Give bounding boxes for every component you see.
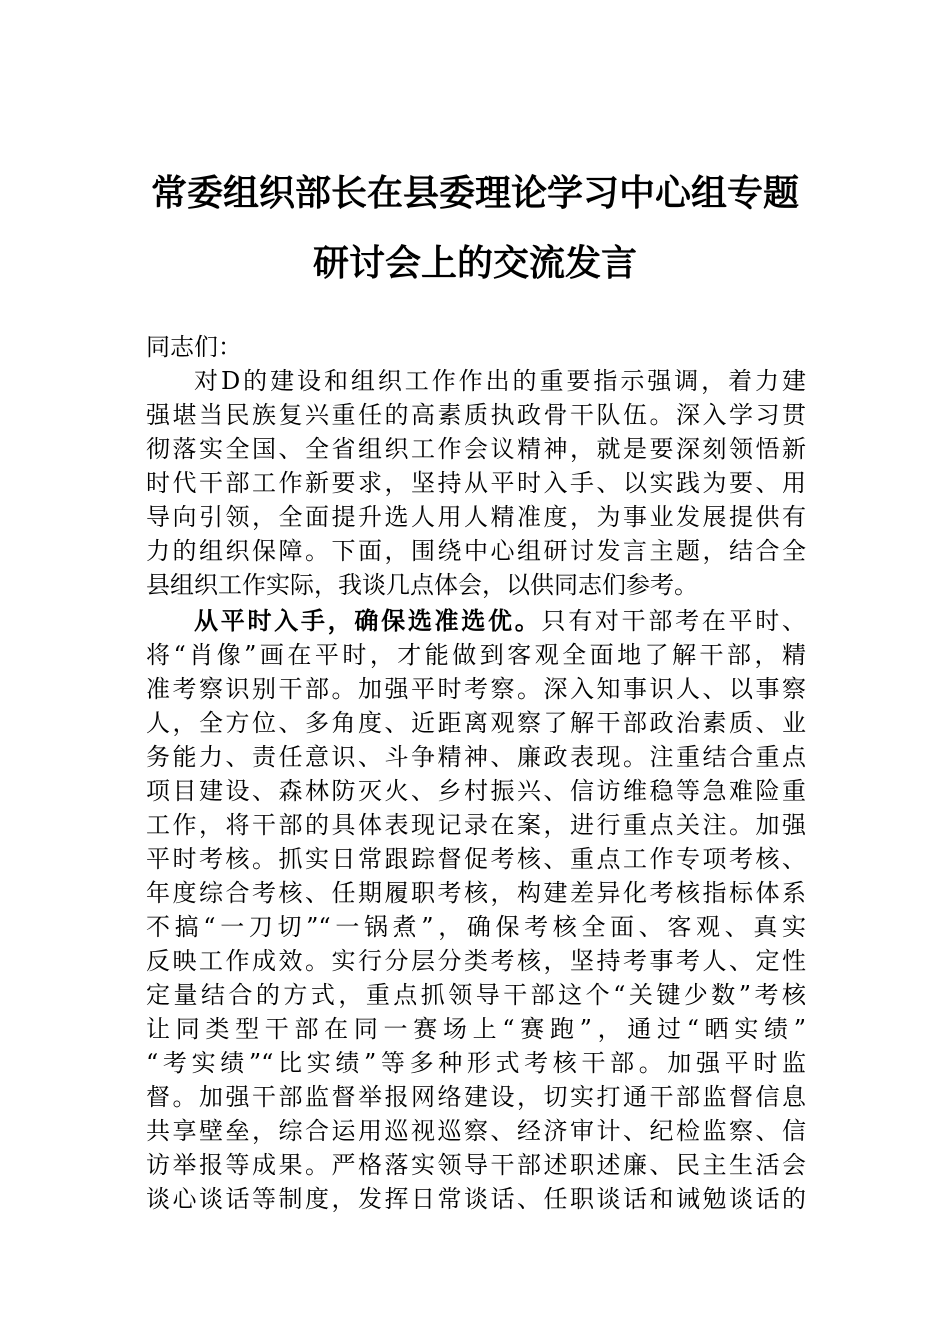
- paragraph-2-line: 督。加强干部监督举报网络建设，切实打通干部监督信息: [146, 1083, 806, 1111]
- paragraph-2-line: 工作，将干部的具体表现记录在案，进行重点关注。加强: [146, 811, 806, 839]
- paragraph-1-line: 彻落实全国、全省组织工作会议精神，就是要深刻领悟新: [146, 435, 806, 463]
- paragraph-2-line: 定量结合的方式，重点抓领导干部这个“关键少数”考核: [146, 981, 806, 1009]
- paragraph-1-line: 县组织工作实际，我谈几点体会，以供同志们参考。: [146, 571, 698, 599]
- paragraph-1-line: 对D的建设和组织工作作出的重要指示强调，着力建: [194, 367, 806, 395]
- paragraph-2-line: 人，全方位、多角度、近距离观察了解干部政治素质、业: [146, 709, 806, 737]
- paragraph-2-line: “考实绩”“比实绩”等多种形式考核干部。加强平时监: [146, 1049, 806, 1077]
- document-title: [100, 158, 850, 298]
- title-line-2: 研讨会上的交流发言: [312, 242, 637, 284]
- paragraph-2-line: 将“肖像”画在平时，才能做到客观全面地了解干部，精: [146, 641, 806, 669]
- paragraph-2-line: 项目建设、森林防灭火、乡村振兴、信访维稳等急难险重: [146, 777, 806, 805]
- paragraph-2-line: 准考察识别干部。加强平时考察。深入知事识人、以事察: [146, 675, 806, 703]
- paragraph-1-line: 时代干部工作新要求，坚持从平时入手、以实践为要、用: [146, 469, 806, 497]
- paragraph-1-line: 导向引领，全面提升选人用人精准度，为事业发展提供有: [146, 503, 806, 531]
- paragraph-2-line: 反映工作成效。实行分层分类考核，坚持考事考人、定性: [146, 947, 806, 975]
- paragraph-2-line: 平时考核。抓实日常跟踪督促考核、重点工作专项考核、: [146, 845, 806, 873]
- title-line-1: 常委组织部长在县委理论学习中心组专题: [150, 172, 799, 214]
- paragraph-2-line: 共享壁垒，综合运用巡视巡察、经济审计、纪检监察、信: [146, 1117, 806, 1145]
- paragraph-2-line: 务能力、责任意识、斗争精神、廉政表现。注重结合重点: [146, 743, 806, 771]
- paragraph-2-line: 不搞“一刀切”“一锅煮”，确保考核全面、客观、真实: [146, 913, 806, 941]
- paragraph-1-line: 力的组织保障。下面，围绕中心组研讨发言主题，结合全: [146, 537, 806, 565]
- paragraph-2-line: 访举报等成果。严格落实领导干部述职述廉、民主生活会: [146, 1151, 806, 1179]
- paragraph-2-first-rest: 只有对干部考在平时、: [541, 607, 807, 635]
- paragraph-2-line: 谈心谈话等制度，发挥日常谈话、任职谈话和诫勉谈话的: [146, 1185, 806, 1213]
- salutation: 同志们：: [146, 333, 242, 361]
- paragraph-2-line: 年度综合考核、任期履职考核，构建差异化考核指标体系: [146, 879, 806, 907]
- paragraph-2-first-line: [194, 604, 806, 638]
- paragraph-2-heading: 从平时入手，确保选准选优。: [194, 606, 542, 635]
- paragraph-2-line: 让同类型干部在同一赛场上“赛跑”，通过“晒实绩”: [146, 1015, 806, 1043]
- paragraph-1-line: 强堪当民族复兴重任的高素质执政骨干队伍。深入学习贯: [146, 401, 806, 429]
